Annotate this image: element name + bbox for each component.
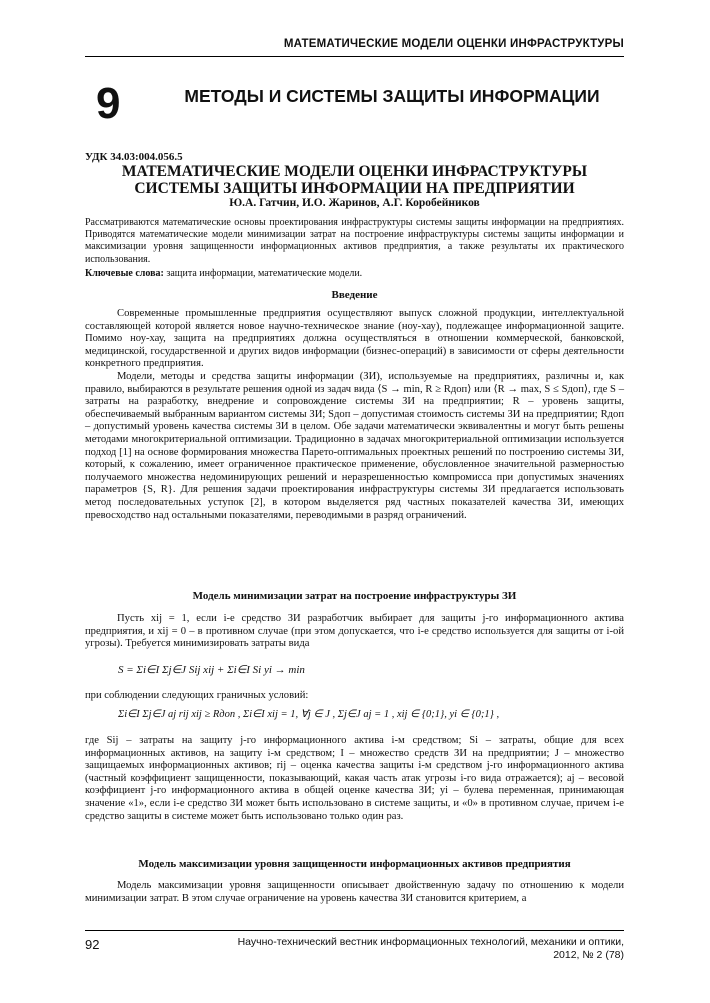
page-number: 92: [85, 937, 100, 952]
intro-heading: Введение: [331, 289, 378, 301]
model2-body: [85, 880, 624, 905]
footer-rule: [85, 930, 624, 931]
cost-formula: S = Σi∈I Σj∈J Sij xij + Σi∈I Si yi → min: [118, 664, 305, 676]
keywords: [85, 268, 624, 279]
intro-paragraph-2: Модели, методы и средства защиты информации (ЗИ), используемые на предприятиях, различны и, как правило, выбираются в результате решения одной из задач вида ⟨S → min, R ≥ Rдоп⟩ или ⟨R → max, S ≤ Sдоп⟩, где S – затраты на разработку, внедрение и сопровождение системы ЗИ на предприятии; R – уровень защиты, обеспечиваемый выбранным вариантом системы ЗИ; Sдоп – допустимая стоимость системы ЗИ на предприятии; Rдоп – допустимый уровень качества системы ЗИ в целом. Обе задачи математически эквивалентны и могут быть решены методами многокритериальной оптимизации. Традиционно в задачах многокритериальной оптимизации используется подход [1] на основе формирования множества Парето-оптимальных проектных решений по построению системы ЗИ, который, к сожалению, имеет ограниченное практическое применение, обусловленное значительной размерностью получаемого множества недоминирующих решений и неразрешенностью компромисса при допустимых значениях параметров {S, R}. Для решения задачи проектирования инфраструктуры системы ЗИ предлагается использовать метод последовательных уступок [2], в котором выделяется ряд частных показателей качества ЗИ, имеющих превосходство над остальными показателями, переводимыми в разряд ограничений.: [85, 370, 624, 521]
running-head: МАТЕМАТИЧЕСКИЕ МОДЕЛИ ОЦЕНКИ ИНФРАСТРУКТУРЫ: [283, 38, 624, 50]
model1-heading: Модель минимизации затрат на построение инфраструктуры ЗИ: [192, 590, 517, 602]
model2-paragraph-1: Модель максимизации уровня защищенности описывает двойственную задачу по отношению к модели минимизации затрат. В этом случае ограничение на уровень качества ЗИ становится критерием, а: [85, 880, 624, 904]
intro-body: [85, 308, 624, 522]
model1-paragraph-3: где Sij – затраты на защиту j-го информационного актива i-м средством; Si – затраты, общие для всех информационных активов, на защиту i-м средством; I – множество средств ЗИ на предприятии; J – множество защищаемых информационных активов; rij – оценка качества защиты i-м средством j-го информационного актива (частный коэффициент защищенности, показывающий, какая часть атак угрозы i-го вида отражается); aj – весовой коэффициент j-го информационного актива в общей оценке качества ЗИ; yi – булева переменная, принимающая значение «1», если i-е средство ЗИ может быть использовано в системе защиты, и «0» в противном случае, причем i-е средство защиты в системе может быть использовано только один раз.: [85, 735, 624, 822]
model1-paragraph-1: Пусть xij = 1, если i-е средство ЗИ разработчик выбирает для защиты j-го информационного актива предприятия, и xij = 0 – в противном случае (при этом допускается, что i-е средство используется для защиты от i-ой угрозы). Требуется минимизировать затраты вида: [85, 613, 624, 650]
section-title: МЕТОДЫ И СИСТЕМЫ ЗАЩИТЫ ИНФОРМАЦИИ: [184, 86, 600, 106]
constraints-formula: Σi∈I Σj∈J aj rij xij ≥ Rдоп , Σi∈I xij = 1, ∀j ∈ J , Σj∈J aj = 1 , xij ∈ {0;1}, yi ∈ {0;1} ,: [118, 709, 500, 720]
header-rule: [85, 56, 624, 57]
keywords-text: защита информации, математические модели.: [163, 268, 363, 279]
article-title: МАТЕМАТИЧЕСКИЕ МОДЕЛИ ОЦЕНКИ ИНФРАСТРУКТУРЫ СИСТЕМЫ ЗАЩИТЫ ИНФОРМАЦИИ НА ПРЕДПРИЯТИИ: [121, 163, 588, 197]
keywords-label: Ключевые слова:: [85, 268, 164, 279]
intro-paragraph-1: Современные промышленные предприятия осуществляют выпуск сложной продукции, интеллектуальной составляющей которой является новое научно-техническое знание (ноу-хау), подлежащее информационной защите. Помимо ноу-хау, защита на предприятиях должна осуществляться в отношении коммерческой, банковской, медицинской, государственной и других видов информации (бизнес-операций) в зависимости от сферы деятельности конкретного предприятия.: [85, 308, 624, 370]
journal-name: Научно-технический вестник информационных технологий, механики и оптики,: [237, 936, 624, 948]
authors: Ю.А. Гатчин, И.О. Жаринов, А.Г. Коробейников: [229, 197, 480, 209]
model1-paragraph-2: при соблюдении следующих граничных условий:: [85, 690, 309, 701]
model1-body-bottom: [85, 735, 624, 823]
journal-issue: 2012, № 2 (78): [553, 949, 624, 961]
udc-code: УДК 34.03:004.056.5: [85, 151, 183, 163]
model1-body-top: [85, 613, 624, 651]
model2-heading: Модель максимизации уровня защищенности информационных активов предприятия: [138, 858, 571, 870]
section-number: 9: [96, 79, 121, 128]
abstract: Рассматриваются математические основы проектирования инфраструктуры системы защиты информации на предприятиях. Приводятся математические модели минимизации затрат на построение инфраструктуры системы защиты информации и максимизации уровня защищенности информационных активов предприятия, а также результаты их практического использования.: [85, 217, 624, 265]
model1-constraints-intro: [85, 690, 624, 703]
journal-citation: [200, 936, 624, 962]
